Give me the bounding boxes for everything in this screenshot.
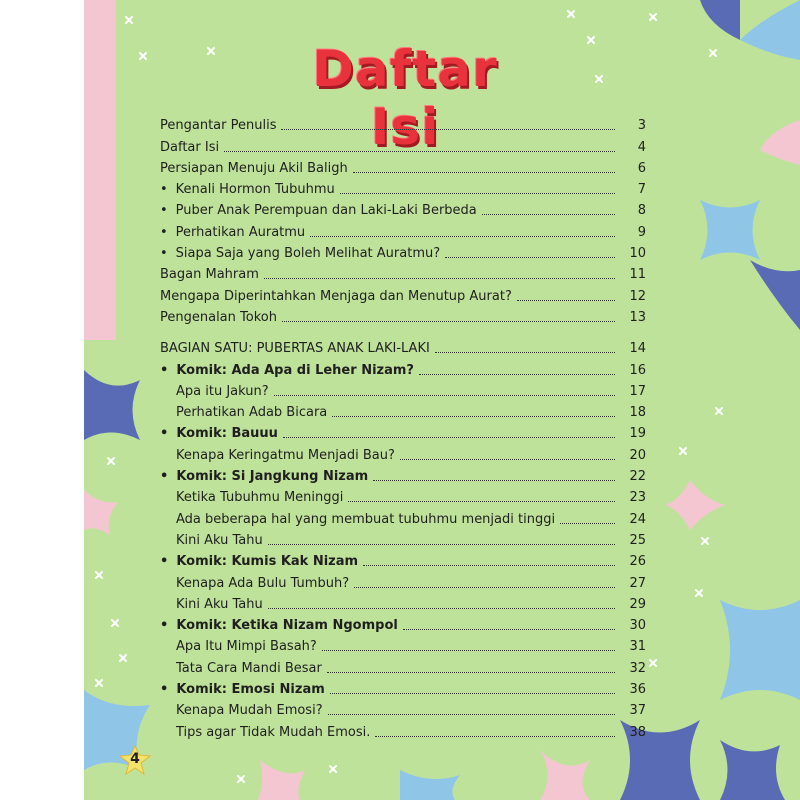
toc-entry <box>160 421 646 442</box>
toc-leader-dots <box>400 459 615 460</box>
toc-gap <box>160 326 646 336</box>
toc-entry-label: • Komik: Ketika Nizam Ngompol <box>160 618 398 634</box>
toc-entry <box>160 570 646 591</box>
toc-leader-dots <box>435 352 615 353</box>
toc-entry-page: 22 <box>629 469 646 485</box>
toc-entry-label: • Puber Anak Perempuan dan Laki-Laki Berbeda <box>160 203 477 219</box>
toc-entry-label: Tata Cara Mandi Besar <box>176 660 322 676</box>
toc-entry-label: Mengapa Diperintahkan Menjaga dan Menutup Aurat? <box>160 288 512 304</box>
toc-entry <box>160 719 646 740</box>
toc-leader-dots <box>445 257 615 258</box>
toc-entry <box>160 698 646 719</box>
toc-leader-dots <box>354 587 615 588</box>
toc-entry-label: • Komik: Si Jangkung Nizam <box>160 469 368 485</box>
toc-entry-page: 17 <box>629 383 646 399</box>
toc-entry-page: 12 <box>629 288 646 304</box>
toc-leader-dots <box>322 650 615 651</box>
toc-entry <box>160 464 646 485</box>
toc-entry <box>160 485 646 506</box>
toc-entry-label: Kenapa Mudah Emosi? <box>176 703 323 719</box>
toc-entry <box>160 262 646 283</box>
toc-entry-label: Pengenalan Tokoh <box>160 309 277 325</box>
toc-entry-label: Kenapa Ada Bulu Tumbuh? <box>176 575 350 591</box>
toc-entry-page: 18 <box>629 405 646 421</box>
toc-leader-dots <box>327 672 615 673</box>
toc-entry-page: 38 <box>629 724 646 740</box>
toc-entry <box>160 549 646 570</box>
table-of-contents <box>160 113 646 741</box>
navy-star-shape <box>720 740 785 800</box>
toc-entry-page: 24 <box>629 511 646 527</box>
toc-entry <box>160 156 646 177</box>
toc-entry-label: Tips agar Tidak Mudah Emosi. <box>176 724 371 740</box>
toc-entry <box>160 592 646 613</box>
toc-entry-page: 8 <box>637 203 646 219</box>
toc-entry <box>160 241 646 262</box>
toc-leader-dots <box>340 193 615 194</box>
toc-entry <box>160 677 646 698</box>
toc-entry <box>160 506 646 527</box>
pink-star-shape <box>84 490 118 535</box>
toc-entry-label: Kini Aku Tahu <box>176 532 263 548</box>
toc-leader-dots <box>482 214 615 215</box>
toc-entry <box>160 305 646 326</box>
navy-star-shape <box>750 260 800 330</box>
toc-entry-label: Ada beberapa hal yang membuat tubuhmu menjadi tinggi <box>176 511 556 527</box>
navy-star-shape <box>700 0 740 40</box>
toc-entry <box>160 613 646 634</box>
toc-entry <box>160 634 646 655</box>
sky-star-shape <box>720 600 800 700</box>
toc-entry <box>160 336 646 357</box>
toc-entry-label: • Komik: Emosi Nizam <box>160 682 325 698</box>
navy-star-shape <box>84 370 140 440</box>
sky-star-shape <box>700 200 760 260</box>
toc-leader-dots <box>373 480 615 481</box>
toc-leader-dots <box>353 172 615 173</box>
toc-leader-dots <box>517 300 615 301</box>
toc-leader-dots <box>274 395 615 396</box>
toc-entry-label: Perhatikan Adab Bicara <box>176 405 328 421</box>
toc-entry-label: • Komik: Kumis Kak Nizam <box>160 554 358 570</box>
pink-star-shape <box>540 750 590 800</box>
toc-entry-page: 4 <box>637 139 646 155</box>
toc-entry-page: 37 <box>629 703 646 719</box>
toc-entry-page: 20 <box>629 447 646 463</box>
toc-leader-dots <box>403 629 615 630</box>
toc-entry-page: 7 <box>637 182 646 198</box>
toc-entry-label: Kini Aku Tahu <box>176 596 263 612</box>
toc-entry <box>160 528 646 549</box>
toc-entry-label: BAGIAN SATU: PUBERTAS ANAK LAKI-LAKI <box>160 341 430 357</box>
toc-entry-label: Kenapa Keringatmu Menjadi Bau? <box>176 447 395 463</box>
toc-leader-dots <box>330 693 615 694</box>
toc-entry <box>160 655 646 676</box>
toc-leader-dots <box>264 278 615 279</box>
toc-entry-label: Apa itu Jakun? <box>176 383 269 399</box>
page-number-badge <box>118 745 152 775</box>
toc-entry-page: 36 <box>629 682 646 698</box>
toc-entry-label: Daftar Isi <box>160 139 220 155</box>
toc-entry-page: 9 <box>637 224 646 240</box>
toc-entry-label: Ketika Tubuhmu Meninggi <box>176 490 344 506</box>
toc-entry-label: • Perhatikan Auratmu <box>160 225 305 241</box>
toc-entry <box>160 134 646 155</box>
toc-leader-dots <box>224 151 615 152</box>
sky-star-shape <box>400 770 460 800</box>
toc-leader-dots <box>348 501 615 502</box>
toc-entry-page: 32 <box>629 660 646 676</box>
toc-entry <box>160 113 646 134</box>
toc-entry-label: • Komik: Ada Apa di Leher Nizam? <box>160 363 414 379</box>
toc-entry <box>160 379 646 400</box>
toc-entry <box>160 198 646 219</box>
toc-entry-page: 30 <box>629 618 646 634</box>
toc-entry-page: 6 <box>637 160 646 176</box>
toc-leader-dots <box>268 608 615 609</box>
toc-leader-dots <box>419 374 615 375</box>
toc-entry-label: Apa Itu Mimpi Basah? <box>176 639 317 655</box>
toc-entry-label: Bagan Mahram <box>160 267 259 283</box>
toc-entry-label: • Komik: Bauuu <box>160 426 278 442</box>
pink-star-shape <box>665 480 725 530</box>
toc-entry-label: Pengantar Penulis <box>160 118 277 134</box>
toc-entry-label: Persiapan Menuju Akil Baligh <box>160 160 348 176</box>
toc-entry-page: 23 <box>629 490 646 506</box>
toc-entry-page: 31 <box>629 639 646 655</box>
toc-entry-page: 14 <box>629 341 646 357</box>
toc-entry <box>160 219 646 240</box>
sky-star-shape <box>740 0 800 60</box>
toc-leader-dots <box>281 129 615 130</box>
pink-star-shape <box>760 120 800 165</box>
pink-star-shape <box>258 760 305 800</box>
toc-leader-dots <box>332 416 615 417</box>
toc-entry-page: 11 <box>629 267 646 283</box>
toc-leader-dots <box>560 523 615 524</box>
toc-entry <box>160 442 646 463</box>
toc-leader-dots <box>283 437 615 438</box>
toc-entry <box>160 357 646 378</box>
toc-leader-dots <box>268 544 615 545</box>
toc-leader-dots <box>363 565 615 566</box>
toc-entry <box>160 283 646 304</box>
toc-entry <box>160 177 646 198</box>
toc-entry-page: 26 <box>629 554 646 570</box>
toc-entry-label: • Kenali Hormon Tubuhmu <box>160 182 335 198</box>
toc-entry-page: 25 <box>629 532 646 548</box>
toc-entry-label: • Siapa Saja yang Boleh Melihat Auratmu? <box>160 246 440 262</box>
toc-leader-dots <box>282 321 615 322</box>
page-number: 4 <box>130 751 140 767</box>
toc-leader-dots <box>375 736 615 737</box>
page-title: Daftar Isi <box>312 40 498 156</box>
toc-entry-page: 27 <box>629 575 646 591</box>
toc-leader-dots <box>310 236 615 237</box>
toc-entry-page: 29 <box>629 596 646 612</box>
toc-entry <box>160 400 646 421</box>
toc-entry-page: 3 <box>637 118 646 134</box>
toc-entry-page: 10 <box>629 246 646 262</box>
toc-entry-page: 19 <box>629 426 646 442</box>
toc-entry-page: 13 <box>629 309 646 325</box>
toc-leader-dots <box>328 714 615 715</box>
toc-entry-page: 16 <box>629 362 646 378</box>
